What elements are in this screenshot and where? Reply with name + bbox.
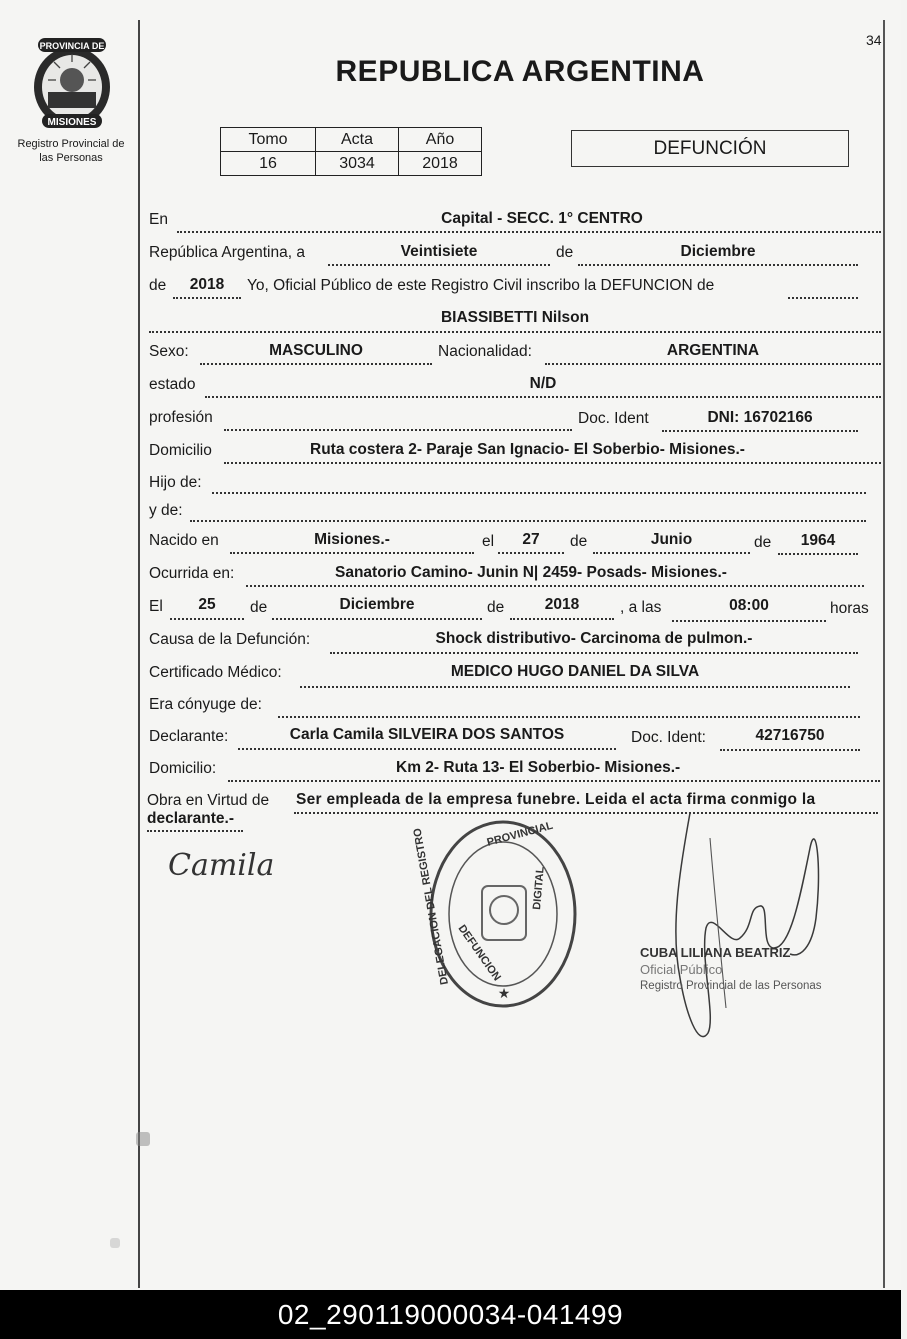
label-a-las: , a las bbox=[620, 599, 662, 616]
label-obra: Obra en Virtud de bbox=[147, 792, 270, 809]
label-domicilio: Domicilio bbox=[149, 442, 212, 459]
dotted-line bbox=[788, 297, 858, 299]
dotted-line bbox=[593, 552, 750, 554]
dotted-line bbox=[328, 264, 550, 266]
value-tomo: 16 bbox=[221, 152, 316, 176]
label-causa: Causa de la Defunción: bbox=[149, 631, 311, 648]
svg-text:MISIONES: MISIONES bbox=[47, 117, 97, 128]
dotted-line bbox=[498, 552, 564, 554]
field-nac-dia: 27 bbox=[522, 531, 540, 548]
field-nombre: BIASSIBETTI Nilson bbox=[440, 309, 590, 326]
svg-text:★: ★ bbox=[497, 985, 511, 1001]
field-certificado: MEDICO HUGO DANIEL DA SILVA bbox=[450, 663, 700, 680]
field-sexo: MASCULINO bbox=[269, 342, 363, 359]
label-nacido-en: Nacido en bbox=[149, 532, 219, 549]
svg-text:PROVINCIAL: PROVINCIAL bbox=[485, 819, 555, 849]
svg-text:DEFUNCION: DEFUNCION bbox=[455, 922, 503, 984]
value-acta: 3034 bbox=[316, 152, 399, 176]
label-domicilio: Domicilio: bbox=[149, 760, 217, 777]
dotted-line bbox=[170, 618, 244, 620]
dotted-line bbox=[228, 780, 880, 782]
field-obra-line1: Ser empleada de la empresa funebre. Leida el acta firma conmigo la bbox=[296, 791, 816, 808]
dotted-line bbox=[662, 430, 858, 432]
field-dia-letras: Veintisiete bbox=[400, 243, 478, 260]
field-domicilio: Ruta costera 2- Paraje San Ignacio- El Soberbio- Misiones.- bbox=[310, 441, 745, 458]
dotted-line bbox=[545, 363, 881, 365]
label-hijo-de: Hijo de: bbox=[149, 474, 202, 491]
dotted-line bbox=[224, 462, 881, 464]
field-mes: Diciembre bbox=[680, 243, 756, 260]
label-profesion: profesión bbox=[149, 409, 213, 426]
field-def-anio: 2018 bbox=[544, 596, 580, 613]
field-nacionalidad: ARGENTINA bbox=[666, 342, 760, 359]
field-def-dia: 25 bbox=[198, 596, 216, 613]
field-anio: 2018 bbox=[189, 276, 225, 293]
dotted-line bbox=[278, 716, 860, 718]
dotted-line bbox=[246, 585, 864, 587]
label-nacionalidad: Nacionalidad: bbox=[438, 343, 532, 360]
officer-signature-icon bbox=[650, 808, 840, 1053]
organization-name-line2: las Personas bbox=[39, 152, 103, 164]
svg-text:DIGITAL: DIGITAL bbox=[531, 866, 547, 911]
label-de: de bbox=[556, 244, 574, 261]
field-estado: N/D bbox=[529, 375, 557, 392]
province-emblem-icon bbox=[26, 32, 118, 132]
officer-block bbox=[640, 944, 822, 995]
dotted-line bbox=[147, 830, 243, 832]
dotted-line bbox=[200, 363, 432, 365]
svg-text:PROVINCIA DE: PROVINCIA DE bbox=[39, 41, 105, 51]
dotted-line bbox=[672, 620, 826, 622]
dotted-line bbox=[177, 231, 881, 233]
label-de: de bbox=[250, 599, 268, 616]
dotted-line bbox=[212, 492, 866, 494]
label-certificado: Certificado Médico: bbox=[149, 664, 282, 681]
field-nacido-en: Misiones.- bbox=[314, 531, 390, 548]
label-de: de bbox=[487, 599, 505, 616]
header-anio: Año bbox=[399, 128, 482, 152]
field-declarante-doc: 42716750 bbox=[755, 727, 825, 744]
document-type-box: DEFUNCIÓN bbox=[571, 130, 849, 167]
dotted-line bbox=[778, 553, 858, 555]
organization-name bbox=[6, 137, 136, 165]
dotted-line bbox=[238, 748, 616, 750]
header-tomo: Tomo bbox=[221, 128, 316, 152]
field-nac-anio: 1964 bbox=[800, 532, 836, 549]
label-republica: República Argentina, a bbox=[149, 244, 305, 261]
officer-title: Oficial Público bbox=[640, 962, 723, 977]
label-de: de bbox=[149, 277, 167, 294]
dotted-line bbox=[149, 331, 881, 333]
label-ocurrida-en: Ocurrida en: bbox=[149, 565, 235, 582]
registry-stamp-icon bbox=[411, 818, 578, 1010]
dotted-line bbox=[300, 686, 850, 688]
field-dni: DNI: 16702166 bbox=[707, 409, 813, 426]
label-de: de bbox=[754, 534, 772, 551]
organization-name-line1: Registro Provincial de bbox=[17, 138, 125, 150]
label-el: el bbox=[482, 533, 495, 550]
label-estado: estado bbox=[149, 376, 196, 393]
declarant-signature: Camila bbox=[168, 848, 275, 883]
field-def-mes: Diciembre bbox=[339, 596, 415, 613]
header-acta: Acta bbox=[316, 128, 399, 152]
label-y-de: y de: bbox=[149, 502, 183, 519]
field-declarante-domicilio: Km 2- Ruta 13- El Soberbio- Misiones.- bbox=[396, 759, 681, 776]
page-title: REPUBLICA ARGENTINA bbox=[335, 55, 705, 88]
field-hora: 08:00 bbox=[729, 597, 769, 614]
field-obra-line2: declarante.- bbox=[147, 810, 235, 827]
dotted-line bbox=[230, 552, 474, 554]
dotted-line bbox=[510, 618, 614, 620]
dotted-line bbox=[205, 396, 881, 398]
dotted-line bbox=[330, 652, 858, 654]
registry-table bbox=[220, 127, 482, 176]
dotted-line bbox=[173, 297, 241, 299]
dotted-line bbox=[224, 429, 572, 431]
label-yo: Yo, Oficial Público de este Registro Civil inscribo la DEFUNCION de bbox=[247, 277, 715, 294]
dotted-line bbox=[720, 749, 860, 751]
footer-code: 02_290119000034-041499 bbox=[0, 1290, 901, 1339]
label-declarante: Declarante: bbox=[149, 728, 229, 745]
label-conyuge: Era cónyuge de: bbox=[149, 696, 262, 713]
field-causa: Shock distributivo- Carcinoma de pulmon.- bbox=[435, 630, 753, 647]
label-sexo: Sexo: bbox=[149, 343, 189, 360]
dotted-line bbox=[578, 264, 858, 266]
scan-smudge bbox=[110, 1238, 120, 1248]
label-doc-ident: Doc. Ident bbox=[578, 410, 649, 427]
left-margin-line bbox=[138, 20, 140, 1288]
officer-registry: Registro Provincial de las Personas bbox=[640, 980, 822, 992]
label-horas: horas bbox=[830, 600, 869, 617]
officer-name: CUBA LILIANA BEATRIZ bbox=[640, 945, 791, 960]
value-anio: 2018 bbox=[399, 152, 482, 176]
field-ocurrida-en: Sanatorio Camino- Junin N| 2459- Posads- Misiones.- bbox=[335, 564, 727, 581]
label-en: En bbox=[149, 211, 168, 228]
dotted-line bbox=[190, 520, 866, 522]
scan-smudge bbox=[136, 1132, 150, 1146]
field-declarante: Carla Camila SILVEIRA DOS SANTOS bbox=[289, 726, 565, 743]
label-de: de bbox=[570, 533, 588, 550]
svg-text:DELEGACION DEL REGISTRO: DELEGACION DEL REGISTRO bbox=[411, 827, 451, 986]
field-nac-mes: Junio bbox=[650, 531, 693, 548]
label-el: El bbox=[149, 598, 163, 615]
dotted-line bbox=[272, 618, 482, 620]
field-lugar: Capital - SECC. 1° CENTRO bbox=[441, 210, 643, 227]
page-number: 34 bbox=[866, 32, 882, 48]
label-doc-ident: Doc. Ident: bbox=[631, 729, 706, 746]
